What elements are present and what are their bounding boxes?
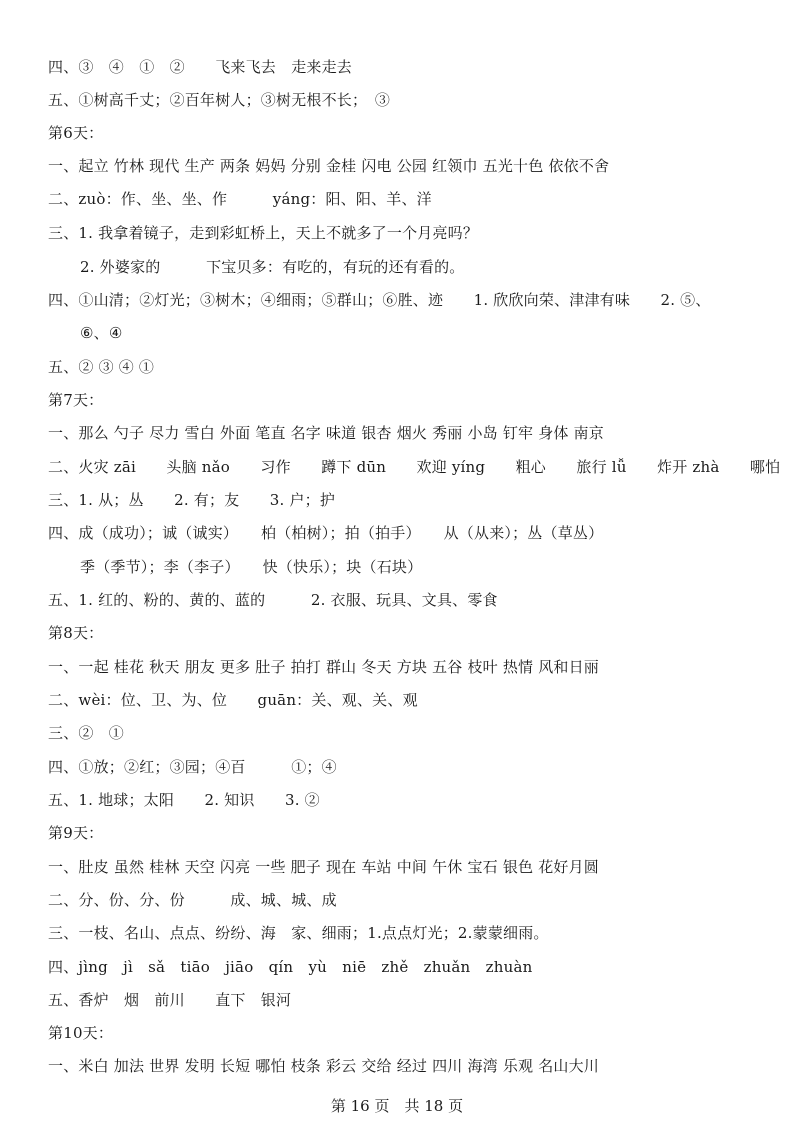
answer-line: 三、1. 我拿着镜子，走到彩虹桥上，天上不就多了一个月亮吗？ xyxy=(48,224,479,242)
day-heading: 第10天： xyxy=(48,1024,114,1042)
answer-line: 五、①树高千丈；②百年树人；③树无根不长； ③ xyxy=(48,91,391,109)
answer-line: 2. 外婆家的 下宝贝多：有吃的，有玩的还有看的。 xyxy=(80,258,465,276)
answer-line: 二、wèi：位、卫、为、位 guān：关、观、关、观 xyxy=(48,691,418,709)
answer-line: 五、1. 红的、粉的、黄的、蓝的 2. 衣服、玩具、文具、零食 xyxy=(48,591,498,609)
answer-line: 一、那么 勺子 尽力 雪白 外面 笔直 名字 味道 银杏 烟火 秀丽 小岛 钉牢 身体 南京 xyxy=(48,424,604,442)
answer-line: ⑥、④ xyxy=(80,324,123,342)
answer-line: 一、米白 加法 世界 发明 长短 哪怕 枝条 彩云 交给 经过 四川 海湾 乐观 名山大川 xyxy=(48,1057,599,1075)
day-heading: 第8天： xyxy=(48,624,104,642)
answer-line: 一、肚皮 虽然 桂林 天空 闪亮 一些 肥子 现在 车站 中间 午休 宝石 银色 花好月圆 xyxy=(48,858,599,876)
answer-line: 五、1. 地球；太阳 2. 知识 3. ② xyxy=(48,791,320,809)
answer-line: 四、①山清；②灯光；③树木；④细雨；⑤群山；⑥胜、迹 1. 欣欣向荣、津津有味 2. ⑤、 xyxy=(48,291,711,309)
answer-line: 二、火灾 zāi 头脑 nǎo 习作 蹲下 dūn 欢迎 yíng 粗心 旅行 lǚ 炸开 zhà 哪怕 xyxy=(48,458,781,476)
answer-line: 三、1. 从；丛 2. 有；友 3. 户；护 xyxy=(48,491,336,509)
answer-line: 一、一起 桂花 秋天 朋友 更多 肚子 拍打 群山 冬天 方块 五谷 枝叶 热情 风和日丽 xyxy=(48,658,599,676)
answer-line: 二、zuò：作、坐、坐、作 yáng：阳、阳、羊、洋 xyxy=(48,190,432,208)
answer-line: 四、成（成功）；诚（诚实） 柏（柏树）；拍（拍手） 从（从来）；丛（草丛） xyxy=(48,524,604,542)
answer-line: 四、①放；②红；③园；④百 ①；④ xyxy=(48,758,337,776)
answer-line: 一、起立 竹林 现代 生产 两条 妈妈 分别 金桂 闪电 公园 红领巾 五光十色 依依不舍 xyxy=(48,157,610,175)
answer-line: 四、jìng jì sǎ tiāo jiāo qín yù niē zhě zhuǎn zhuàn xyxy=(48,958,533,976)
answer-line: 季（季节）；李（李子） 快（快乐）；块（石块） xyxy=(80,558,423,576)
day-heading: 第6天： xyxy=(48,124,104,142)
answer-line: 五、香炉 烟 前川 直下 银河 xyxy=(48,991,292,1009)
answer-line: 四、③ ④ ① ② 飞来飞去 走来走去 xyxy=(48,58,353,76)
answer-line: 二、分、份、分、份 成、城、城、成 xyxy=(48,891,337,909)
day-heading: 第7天： xyxy=(48,391,104,409)
page-number-footer: 第 16 页 共 18 页 xyxy=(330,1097,464,1115)
answer-line: 三、② ① xyxy=(48,724,125,742)
answer-line: 三、一枝、名山、点点、纷纷、海 家、细雨；1.点点灯光；2.蒙蒙细雨。 xyxy=(48,924,549,942)
day-heading: 第9天： xyxy=(48,824,104,842)
answer-line: 五、② ③ ④ ① xyxy=(48,358,155,376)
